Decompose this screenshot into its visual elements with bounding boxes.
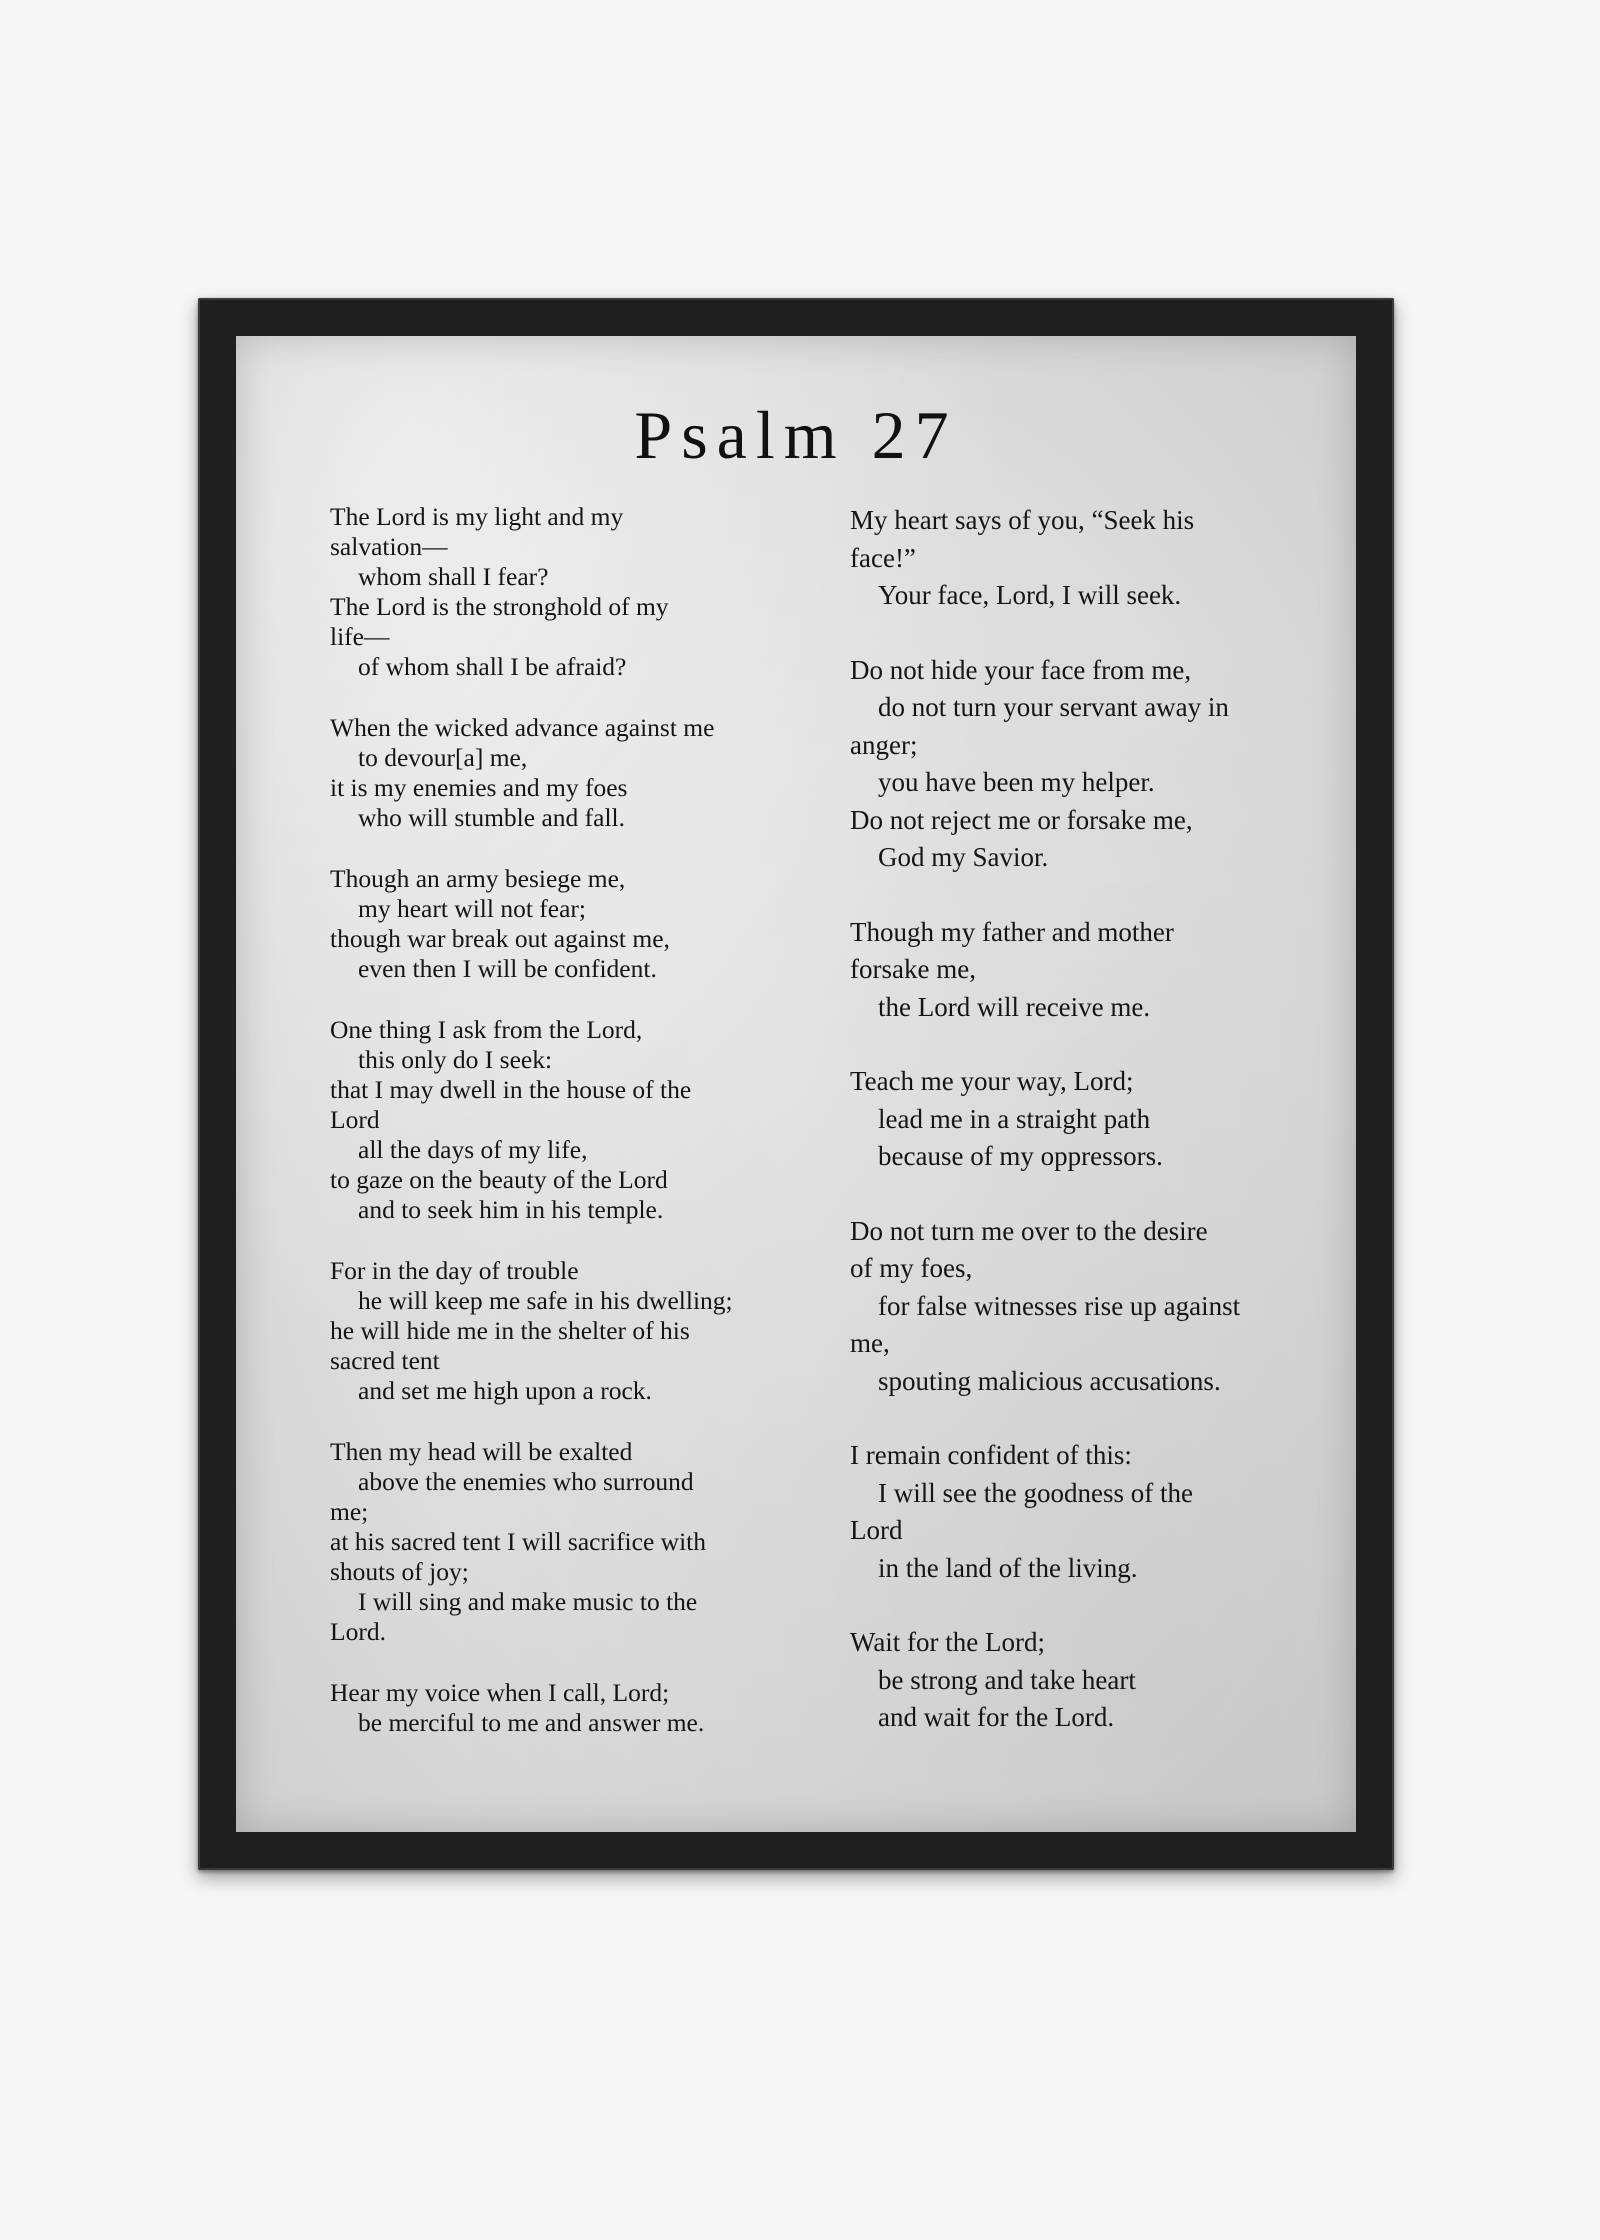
- verse-line: Hear my voice when I call, Lord;: [330, 1678, 670, 1707]
- verse-line: my heart will not fear;: [358, 894, 587, 923]
- stanza: [330, 1015, 800, 1225]
- verse-line: though war break out against me,: [330, 924, 670, 953]
- verse-line: Then my head will be exalted: [330, 1437, 633, 1466]
- stanza: [850, 914, 1290, 1027]
- stanza: [330, 502, 800, 682]
- stanza: [330, 1256, 800, 1406]
- verse-line: My heart says of you, “Seek his: [850, 505, 1195, 535]
- stanza: [850, 502, 1290, 615]
- verse-line: the Lord will receive me.: [878, 991, 1151, 1022]
- verse-line: and to seek him in his temple.: [358, 1195, 664, 1224]
- verse-line: face!”: [850, 542, 916, 573]
- verse-line: I will sing and make music to the: [358, 1587, 698, 1616]
- verse-line: at his sacred tent I will sacrifice with: [330, 1527, 706, 1556]
- verse-line: this only do I seek:: [358, 1045, 553, 1074]
- verse-line: he will hide me in the shelter of his: [330, 1316, 690, 1345]
- verse-line: I remain confident of this:: [850, 1440, 1132, 1470]
- stanza: [850, 1213, 1290, 1401]
- verse-line: even then I will be confident.: [358, 954, 657, 983]
- left-column: [330, 502, 800, 1769]
- verse-line: life—: [330, 622, 390, 651]
- verse-line: above the enemies who surround: [358, 1467, 694, 1496]
- verse-line: The Lord is my light and my: [330, 502, 624, 531]
- verse-line: God my Savior.: [878, 842, 1049, 872]
- stanza: [850, 652, 1290, 877]
- verse-line: that I may dwell in the house of the: [330, 1075, 692, 1104]
- verse-line: do not turn your servant away in: [878, 692, 1229, 722]
- verse-line: be merciful to me and answer me.: [358, 1708, 705, 1737]
- verse-line: Lord: [850, 1515, 903, 1545]
- verse-line: it is my enemies and my foes: [330, 773, 628, 802]
- stanza: [850, 1063, 1290, 1176]
- verse-line: forsake me,: [850, 954, 976, 984]
- verse-line: who will stumble and fall.: [358, 803, 626, 832]
- stanza: [330, 713, 800, 833]
- poster-title: Psalm 27: [634, 397, 958, 473]
- verse-line: Though my father and mother: [850, 916, 1174, 947]
- verse-line: for false witnesses rise up against: [878, 1290, 1241, 1321]
- verse-line: spouting malicious accusations.: [878, 1365, 1221, 1396]
- verse-line: me;: [330, 1497, 369, 1526]
- verse-line: When the wicked advance against me: [330, 713, 715, 742]
- verse-line: Teach me your way, Lord;: [850, 1066, 1134, 1096]
- verse-line: to gaze on the beauty of the Lord: [330, 1165, 668, 1194]
- verse-line: Do not reject me or forsake me,: [850, 804, 1193, 835]
- verse-line: lead me in a straight path: [878, 1103, 1151, 1134]
- verse-line: because of my oppressors.: [878, 1141, 1163, 1171]
- verse-line: me,: [850, 1328, 890, 1358]
- verse-line: all the days of my life,: [358, 1135, 588, 1164]
- verse-line: sacred tent: [330, 1346, 440, 1375]
- verse-line: Wait for the Lord;: [850, 1627, 1046, 1657]
- verse-line: Do not hide your face from me,: [850, 654, 1192, 685]
- verse-line: Lord: [330, 1105, 380, 1134]
- verse-line: One thing I ask from the Lord,: [330, 1015, 643, 1044]
- verse-line: and set me high upon a rock.: [358, 1376, 652, 1405]
- verse-line: Your face, Lord, I will seek.: [878, 580, 1182, 610]
- verse-line: and wait for the Lord.: [878, 1702, 1115, 1732]
- stanza: [330, 1678, 800, 1738]
- right-column: [850, 502, 1290, 1774]
- stanza: [850, 1624, 1290, 1737]
- poster-paper: [236, 336, 1356, 1832]
- stanza: [330, 864, 800, 984]
- verse-line: of my foes,: [850, 1253, 973, 1283]
- verse-line: For in the day of trouble: [330, 1256, 579, 1285]
- verse-line: shouts of joy;: [330, 1557, 469, 1586]
- verse-line: he will keep me safe in his dwelling;: [358, 1286, 733, 1315]
- verse-line: Though an army besiege me,: [330, 864, 626, 893]
- picture-frame: [198, 298, 1394, 1870]
- stanza: [330, 1437, 800, 1647]
- verse-line: to devour[a] me,: [358, 743, 528, 772]
- verse-line: anger;: [850, 729, 918, 760]
- verse-line: whom shall I fear?: [358, 562, 549, 591]
- verse-line: salvation—: [330, 532, 448, 561]
- verse-line: you have been my helper.: [878, 767, 1155, 797]
- verse-line: Lord.: [330, 1617, 386, 1646]
- verse-line: The Lord is the stronghold of my: [330, 592, 669, 621]
- verse-line: Do not turn me over to the desire: [850, 1215, 1208, 1246]
- stanza: [850, 1437, 1290, 1587]
- verse-line: I will see the goodness of the: [878, 1477, 1193, 1508]
- verse-line: of whom shall I be afraid?: [358, 652, 627, 681]
- verse-line: be strong and take heart: [878, 1664, 1136, 1695]
- verse-line: in the land of the living.: [878, 1552, 1138, 1583]
